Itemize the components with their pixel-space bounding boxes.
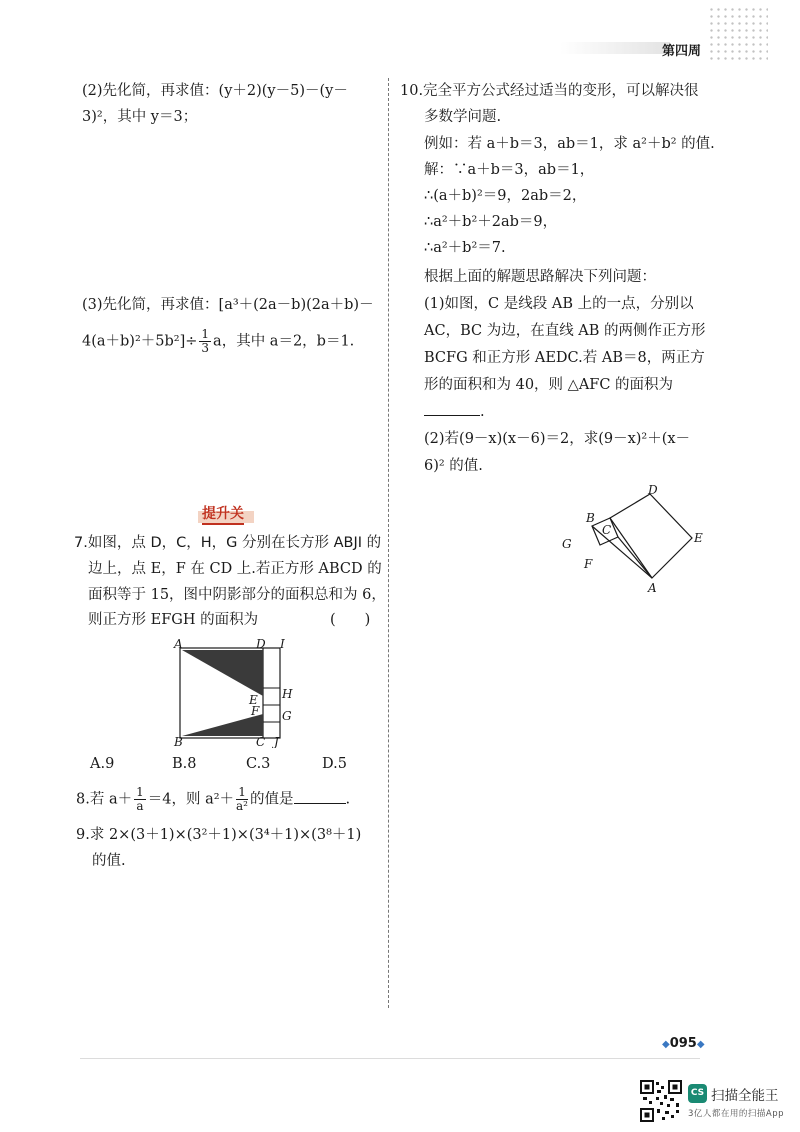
- q10-line11: BCFG 和正方形 AEDC.若 AB＝8，两正方: [424, 350, 705, 366]
- page-number: [662, 1036, 705, 1051]
- q8-line: [76, 786, 350, 814]
- q10-line2: 多数学问题.: [424, 109, 502, 125]
- q10-line13-end: .: [480, 404, 485, 420]
- q6-3-fraction: [199, 328, 211, 355]
- segment-fa: [618, 537, 652, 578]
- fig7-label-j: J: [274, 735, 279, 748]
- diamond-icon: ◆: [696, 1039, 705, 1050]
- page-number-text: 095: [669, 1036, 697, 1051]
- footer-line: [80, 1058, 700, 1059]
- q8-answer-blank: [294, 789, 346, 804]
- fig7-label-d: D: [256, 637, 266, 651]
- q10-line3: 例如：若 a＋b＝3，ab＝1，求 a²＋b² 的值.: [424, 136, 715, 152]
- fig10-label-a: A: [648, 581, 657, 595]
- q8-frac2: [236, 786, 248, 813]
- diamond-icon: ◆: [662, 1039, 670, 1050]
- fig10-label-e: E: [694, 531, 703, 545]
- fig7-label-f: F: [251, 704, 260, 718]
- q6-3-frac-den: 3: [201, 341, 210, 355]
- camscanner-logo-icon: CS: [688, 1084, 707, 1103]
- q10-line10: AC，BC 为边，在直线 AB 的两侧作正方形: [424, 323, 706, 339]
- fig10-label-b: B: [586, 511, 595, 525]
- header-bar: [560, 42, 670, 54]
- q8-frac1-num: 1: [136, 785, 144, 799]
- q6-3-line2-post: a，其中 a＝2，b＝1.: [213, 333, 355, 350]
- q6-3-frac-num: 1: [201, 327, 210, 341]
- fig7-label-c: C: [256, 735, 266, 748]
- q10-line8: 根据上面的解题思路解决下列问题：: [424, 269, 656, 285]
- shaded-triangle-top: [182, 650, 263, 696]
- q6-3-line2-pre: 4(a＋b)²＋5b²]÷: [82, 333, 198, 350]
- q10-line1: 10.完全平方公式经过适当的变形，可以解决很: [400, 83, 699, 99]
- fig7-label-a: A: [174, 637, 183, 651]
- q8-frac2-num: 1: [238, 785, 246, 799]
- decorative-dot-pattern: [708, 6, 768, 60]
- q10-line7: ∴a²＋b²＝7.: [424, 240, 506, 256]
- column-divider: [388, 78, 389, 1008]
- q10-line9: (1)如图，C 是线段 AB 上的一点，分别以: [424, 296, 694, 312]
- q8-end: .: [345, 791, 351, 808]
- q8-post: 的值是: [250, 791, 294, 808]
- q7-option-a: A.9: [90, 756, 115, 772]
- q8-frac1: [134, 786, 146, 813]
- q7-figure: [170, 636, 300, 748]
- q7-line1: 7.如图，点 D，C，H，G 分别在长方形 ABJI 的: [74, 535, 382, 551]
- fig7-label-e: E: [249, 693, 258, 707]
- q7-line3: 面积等于 15，图中阴影部分的面积总和为 6，: [88, 587, 386, 603]
- q10-line6: ∴a²＋b²＋2ab＝9，: [424, 214, 558, 230]
- fig7-label-b: B: [174, 735, 183, 748]
- app-tagline: 3亿人都在用的扫描App: [688, 1109, 785, 1119]
- fig7-label-h: H: [282, 687, 293, 701]
- q7-line2: 边上，点 E，F 在 CD 上.若正方形 ABCD 的: [88, 561, 382, 577]
- q10-line14: (2)若(9－x)(x－6)＝2，求(9－x)²＋(x－: [424, 431, 691, 447]
- segment-ab: [592, 526, 652, 578]
- q8-pre: 8.若 a＋: [76, 791, 133, 808]
- q10-answer-blank: [424, 401, 480, 416]
- q7-option-c: C.3: [246, 756, 271, 772]
- q10-figure: [558, 482, 718, 598]
- q7-option-d: D.5: [322, 756, 347, 772]
- q10-line13: [424, 399, 485, 426]
- fig7-label-g: G: [282, 709, 292, 723]
- fig10-label-c: C: [602, 523, 612, 537]
- q6-3-line1: (3)先化简，再求值：[a³＋(2a－b)(2a＋b)－: [82, 297, 374, 313]
- section-badge-text: 提升关: [202, 505, 244, 525]
- q8-mid: ＝4，则 a²＋: [147, 791, 235, 808]
- q8-frac2-den: a²: [236, 799, 248, 813]
- fig10-label-f: F: [584, 557, 593, 571]
- q7-option-b: B.8: [172, 756, 197, 772]
- q10-line4: 解：∵a＋b＝3，ab＝1，: [424, 162, 595, 178]
- q9-line1: 9.求 2×(3＋1)×(3²＋1)×(3⁴＋1)×(3⁸＋1): [76, 827, 362, 843]
- square-aedc: [610, 494, 692, 578]
- app-name: 扫描全能王: [711, 1088, 779, 1104]
- week-label: 第四周: [662, 44, 702, 59]
- fig10-label-d: D: [648, 483, 658, 497]
- q7-line4: 则正方形 EFGH 的面积为: [88, 612, 259, 628]
- q6-2-line2: 3)²，其中 y＝3；: [82, 109, 198, 125]
- q8-frac1-den: a: [136, 799, 144, 813]
- qr-code-icon: [640, 1080, 682, 1122]
- section-badge: [198, 505, 254, 523]
- q10-line5: ∴(a＋b)²＝9，2ab＝2，: [424, 188, 587, 204]
- q9-line2: 的值.: [92, 853, 126, 869]
- q6-3-line2: [82, 328, 354, 356]
- fig10-label-g: G: [562, 537, 572, 551]
- q10-line15: 6)² 的值.: [424, 458, 483, 474]
- q10-line12: 形的面积和为 40，则 △AFC 的面积为: [424, 377, 674, 393]
- q6-2-line1: (2)先化简，再求值：(y＋2)(y－5)－(y－: [82, 83, 348, 99]
- fig7-label-i: I: [280, 637, 285, 651]
- q7-answer-paren: ( ): [330, 612, 371, 628]
